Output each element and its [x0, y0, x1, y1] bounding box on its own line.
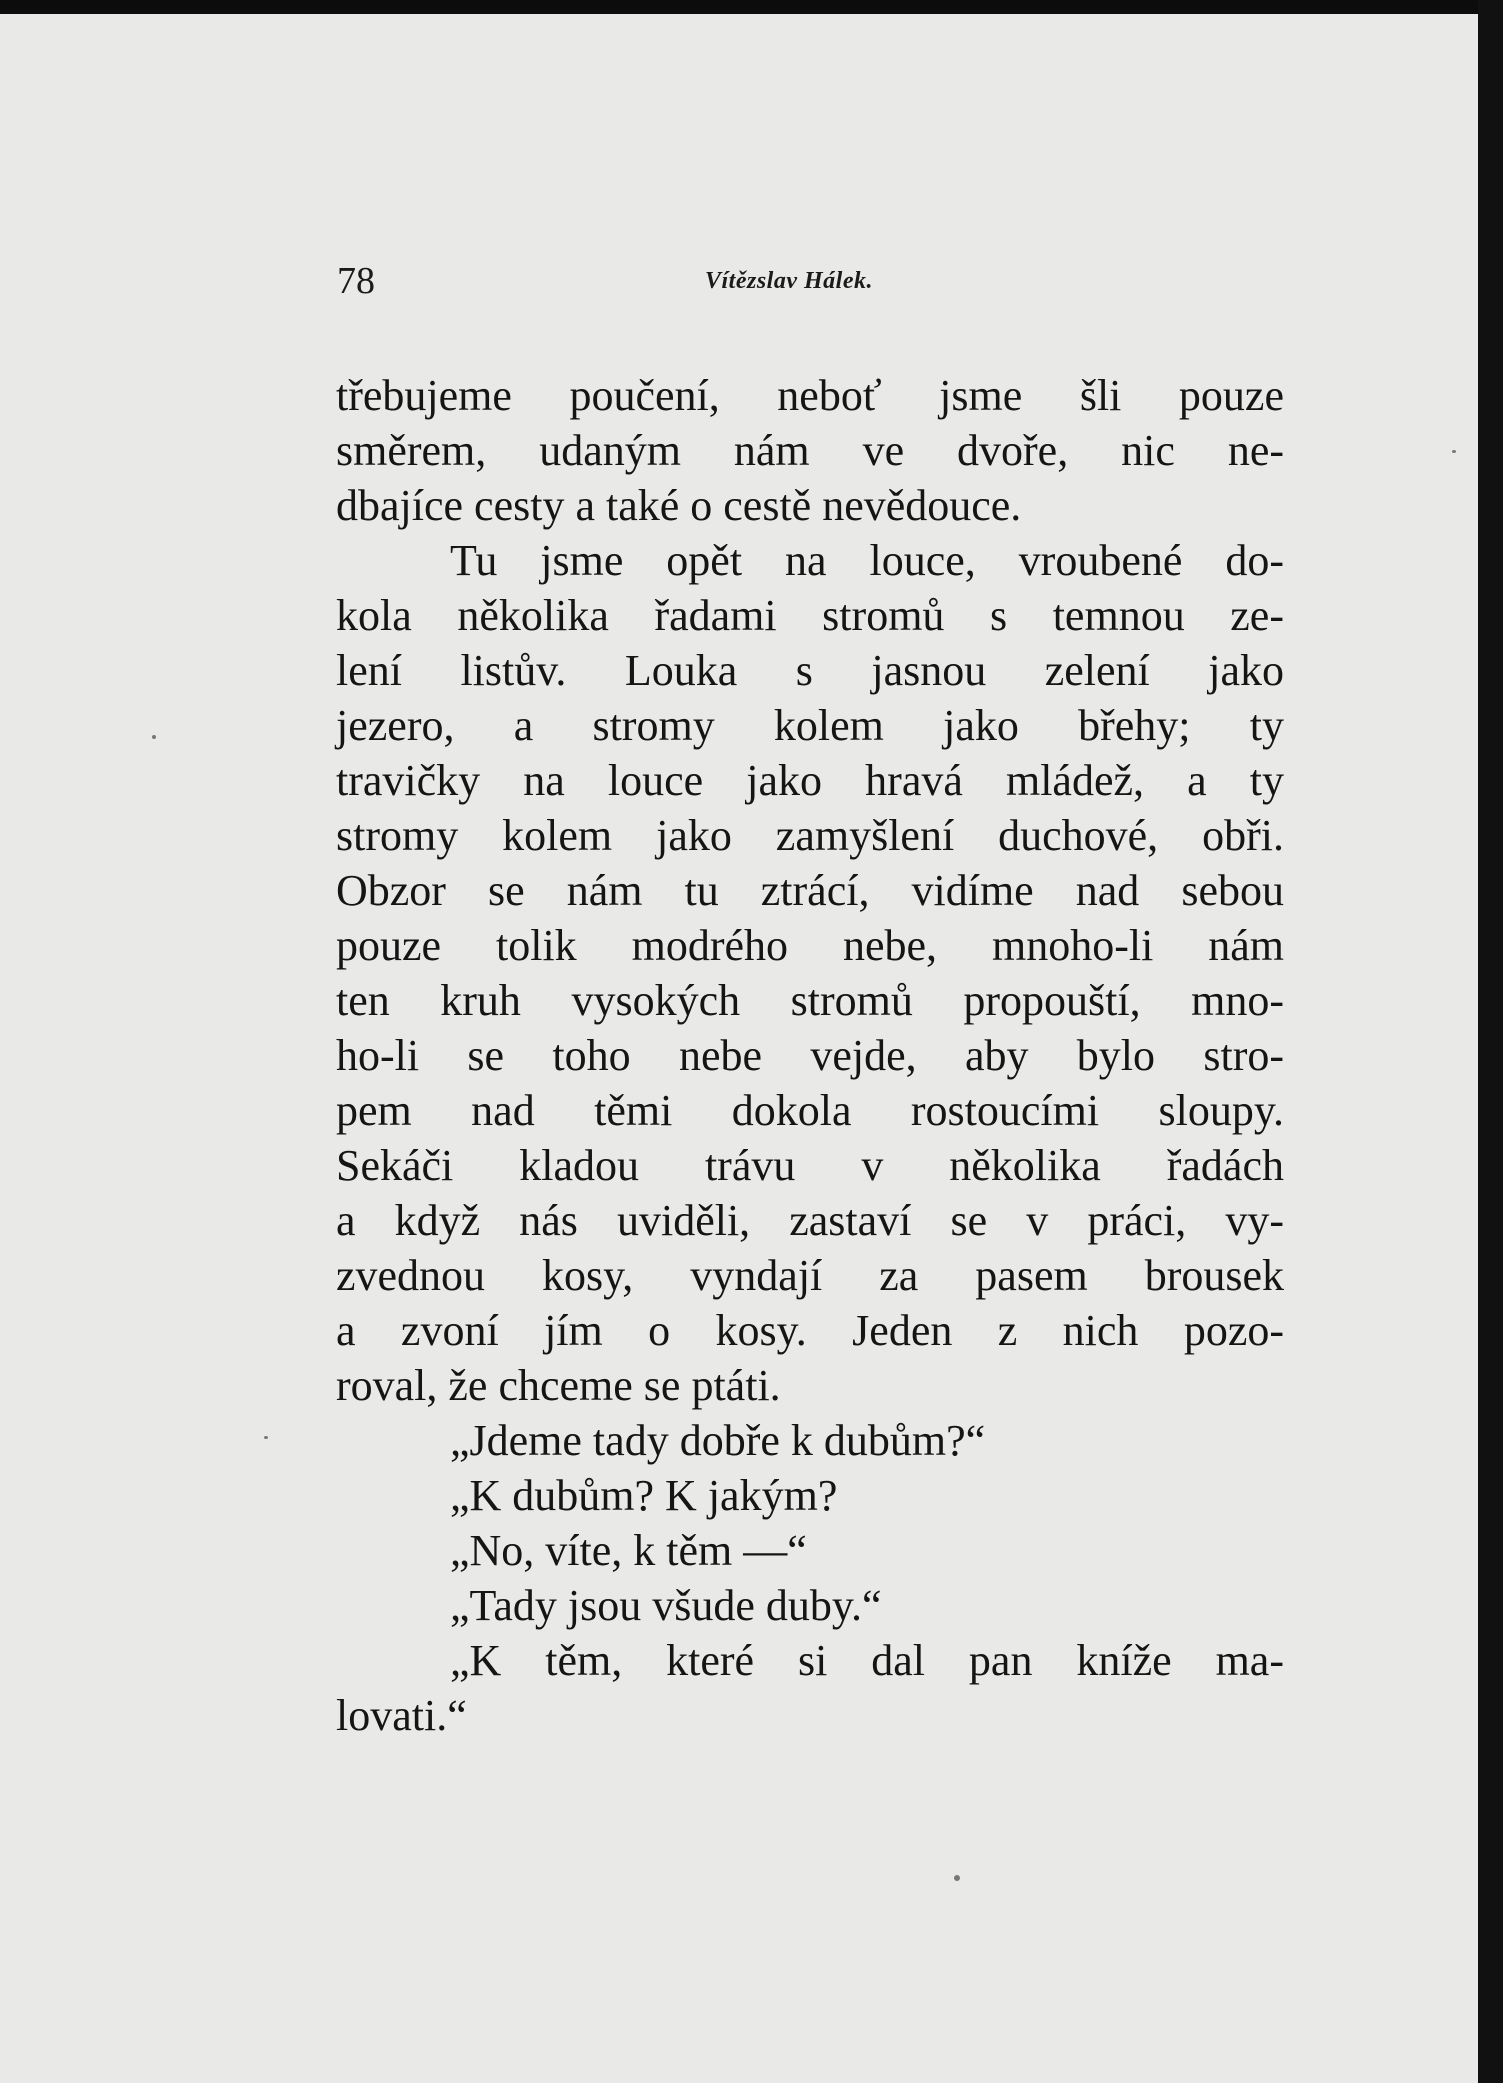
- text-line: třebujeme poučení, neboť jsme šli pouze: [336, 371, 1284, 420]
- text-line: lení listův. Louka s jasnou zelení jako: [336, 646, 1284, 695]
- text-line: a když nás uviděli, zastaví se v práci, vy-: [336, 1196, 1284, 1245]
- body-text: [336, 368, 1284, 1743]
- text-line: zvednou kosy, vyndají za pasem brousek: [336, 1251, 1284, 1300]
- dialogue-line: „Jdeme tady dobře k dubům?“: [450, 1416, 986, 1465]
- text-line: pouze tolik modrého nebe, mnoho-li nám: [336, 921, 1284, 970]
- text-line: jezero, a stromy kolem jako břehy; ty: [336, 701, 1284, 750]
- text-line: stromy kolem jako zamyšlení duchové, obři.: [336, 811, 1284, 860]
- text-line: ho-li se toho nebe vejde, aby bylo stro-: [336, 1031, 1284, 1080]
- dialogue-line: „K dubům? K jakým?: [450, 1471, 838, 1520]
- page-number: 78: [337, 260, 375, 302]
- text-line: roval, že chceme se ptáti.: [336, 1361, 781, 1410]
- text-line: dbajíce cesty a také o cestě nevědouce.: [336, 481, 1022, 530]
- running-head: Vítězslav Hálek.: [705, 268, 873, 294]
- text-line: Obzor se nám tu ztrácí, vidíme nad sebou: [336, 866, 1284, 915]
- scan-speck: [264, 1436, 268, 1439]
- dialogue-line: „No, víte, k těm —“: [450, 1526, 807, 1575]
- text-line: ten kruh vysokých stromů propouští, mno-: [336, 976, 1284, 1025]
- page-header: [337, 262, 1313, 302]
- dialogue-line: „K těm, které si dal pan kníže ma-: [450, 1636, 1284, 1685]
- dialogue-line: „Tady jsou všude duby.“: [450, 1581, 882, 1630]
- text-line: Tu jsme opět na louce, vroubené do-: [450, 536, 1284, 585]
- scan-speck: [954, 1875, 960, 1881]
- text-line: směrem, udaným nám ve dvoře, nic ne-: [336, 426, 1284, 475]
- scan-edge: [1478, 0, 1503, 2083]
- text-line: kola několika řadami stromů s temnou ze-: [336, 591, 1284, 640]
- text-line: travičky na louce jako hravá mládež, a ty: [336, 756, 1284, 805]
- scan-speck: [1452, 450, 1456, 453]
- dialogue-line: lovati.“: [336, 1691, 467, 1740]
- text-line: Sekáči kladou trávu v několika řadách: [336, 1141, 1284, 1190]
- text-line: a zvoní jím o kosy. Jeden z nich pozo-: [336, 1306, 1284, 1355]
- scan-speck: [152, 735, 156, 739]
- text-line: pem nad těmi dokola rostoucími sloupy.: [336, 1086, 1284, 1135]
